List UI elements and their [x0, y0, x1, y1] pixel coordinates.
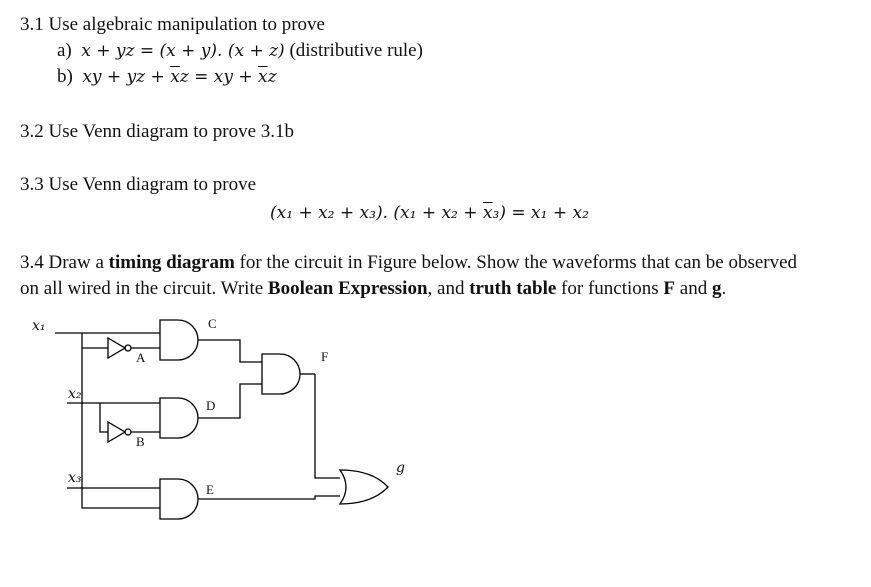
part-b-xbar-1: $\overline{x}$: [170, 67, 180, 87]
q34-truth-table: truth table: [469, 278, 557, 299]
q34-boolean-expression: Boolean Expression: [267, 278, 428, 299]
expr-right: ) = x₁ + x₂: [499, 203, 589, 223]
wire-e: [198, 496, 340, 499]
question-3-1-heading: 3.1 Use algebraic manipulation to prove: [20, 14, 325, 35]
label-x3: x₃: [68, 470, 82, 486]
part-b-xbar-2: $\overline{x}$: [258, 67, 268, 87]
label-f: F: [321, 349, 329, 364]
expr-x3-bar: $\overline{x}$: [482, 203, 493, 223]
and-gate-c: [160, 320, 198, 360]
part-a-expression: x + yz = (x + y). (x + z): [81, 41, 285, 61]
label-x2: x₂: [68, 386, 82, 402]
q34-l2-mid2: for functions: [556, 278, 664, 299]
q34-l2-pre: on all wired in the circuit. Write: [20, 278, 268, 299]
q34-function-g: g: [711, 278, 722, 299]
wire-x2-to-not-b: [100, 403, 108, 432]
label-x1: x₁: [32, 318, 46, 334]
wire-f-to-g: [315, 374, 340, 478]
label-a: A: [136, 350, 146, 365]
question-3-2: 3.2 Use Venn diagram to prove 3.1b: [20, 121, 295, 142]
label-c: C: [208, 316, 217, 331]
wire-c: [198, 340, 262, 362]
label-d: D: [206, 398, 216, 413]
and-gate-e: [160, 479, 198, 519]
q34-l1-pre: 3.4 Draw a: [20, 252, 109, 273]
or-gate-g: [340, 470, 388, 504]
q34-l1-post: for the circuit in Figure below. Show the waveforms that can be observed: [234, 252, 798, 273]
not-gate-a: [108, 338, 125, 358]
label-b: B: [136, 434, 145, 449]
q34-l2-mid: , and: [427, 278, 470, 299]
q34-timing-diagram: timing diagram: [108, 252, 235, 273]
part-b-label: b): [57, 66, 73, 87]
and-gate-d: [160, 398, 198, 438]
part-a-label: a): [57, 40, 72, 61]
part-a-note: (distributive rule): [289, 40, 423, 61]
expr-left: (x₁ + x₂ + x₃). (x₁ + x₂ +: [270, 203, 483, 223]
part-b-end: z: [267, 67, 277, 87]
part-b-lhs: xy + yz +: [82, 67, 171, 87]
label-e: E: [206, 482, 214, 497]
and-gate-f: [262, 354, 300, 394]
not-gate-b: [108, 422, 125, 442]
question-3-3-heading: 3.3 Use Venn diagram to prove: [20, 174, 257, 195]
part-b-mid: z = xy +: [179, 67, 259, 87]
expr-x3-sub: ₃: [492, 203, 500, 223]
wire-x1-to-and-e: [82, 500, 160, 508]
label-g: g: [396, 460, 405, 476]
q34-l2-and: and: [675, 278, 712, 299]
q34-function-f: F: [663, 278, 676, 299]
q34-l2-end: .: [721, 278, 727, 299]
